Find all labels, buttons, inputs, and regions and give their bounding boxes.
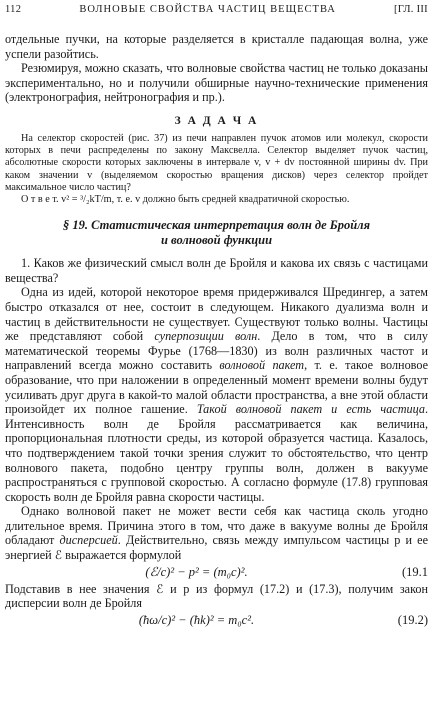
problem-title: З А Д А Ч А [174,114,259,127]
book-page [5,4,428,630]
section-heading [5,218,428,248]
section-title-line-1: § 19. Статистическая интерпретация волн де Бройля [62,218,371,233]
italic-term: суперпозиции волн [154,329,258,344]
intro-paragraph-2: Резюмируя, можно сказать, что волновые свойства частиц не только доказаны экспериментально, но и получили обширные научно-технические применения (электронография, нейтронография и пр.). [5,61,428,105]
running-header [5,4,428,18]
intro-paragraph-1: отдельные пучки, на которые разделяется в кристалле падающая волна, уже успели разойтись. [5,32,428,61]
answer-label: О т в е т. [21,193,59,205]
substitution-paragraph: Подставив в нее значения ℰ и p из формул (17.2) и (17.3), получим закон дисперсии волн де Бройля [5,581,428,611]
schrodinger-paragraph [5,285,428,504]
equation-19-1 [5,563,428,582]
equation-19-2 [5,611,428,630]
equation-formula: (ħω/c)² − (ħk)² = m₀c². [138,612,255,627]
page-number: 112 [5,4,22,15]
text-run: Однако волновой пакет не может вести себя как частица сколь угодно длительное время. Причина этого в том, что даже в вакууме волны де Бройля обладают [5,504,428,548]
running-title: ВОЛНОВЫЕ СВОЙСТВА ЧАСТИЦ ВЕЩЕСТВА [79,4,336,15]
italic-term: волновой пакет [219,358,305,373]
chapter-label: [ГЛ. III [393,4,428,15]
text-run: . Действительно, связь между импульсом частицы p и ее энергией ℰ выражается формулой [5,533,428,563]
italic-term: Такой волновой пакет и есть частица [196,402,425,417]
text-run: . Интенсивность волн де Бройля рассматривается как величина, пропорциональная плотности среды, из которой образуется частица. Казалось, что подтверждением такой точки зрения служит то обстоятельство, что центр волнового пакета, подобно центру группы волн, должен в вакууме распространяться с групповой скоростью. А согласно формуле (17.8) групповая скорость волн де Бройля равна скорости частицы. [5,402,428,504]
italic-term: дисперсией [59,533,118,548]
text-run: . Дело в том, что в силу математической теоремы Фурье (1768—1830) из волн различных частот и направлений всегда можно составить [5,329,428,373]
equation-number: (19.2) [397,612,428,627]
text-run: Одна из идей, которой некоторое время придерживался Шредингер, а затем быстро отказался от нее, состоит в следующем. Никакого дуализма волн и частиц в действительности не существует. Существуют только волны. Частицы же представляют собой [5,285,428,344]
question-paragraph: 1. Каков же физический смысл волн де Бройля и какова их связь с частицами вещества? [5,256,428,285]
problem-text: На селектор скоростей (рис. 37) из печи направлен пучок атомов или молекул, скорости которых в печи распределены по закону Максвелла. Селектор выделяет пучок частиц, абсолютные скорости которых заключены в интервале v, v + dv постоянной ширины dv. При каком значении v (выделяемом скоростью вращения дисков) через селектор пройдет максимальное число частиц? [5,132,428,193]
dispersion-paragraph [5,504,428,562]
section-title-line-2: и волновой функции [160,233,273,248]
problem-block [5,133,428,206]
equation-number: (19.1 [401,564,428,579]
equation-formula: (ℰ/c)² − p² = (m₀c)². [145,565,248,580]
answer-text: v² = ³/₂kT/m, т. е. v должно быть средней квадратичной скоростью. [61,193,350,205]
problem-answer [5,194,428,206]
text-run: , т. е. такое волновое образование, что при наложении в определенный момент времени волны будут усиливать друг друга в какой-то малой области пространства, а вне этой области произойдет их полное гашение. [5,358,428,417]
